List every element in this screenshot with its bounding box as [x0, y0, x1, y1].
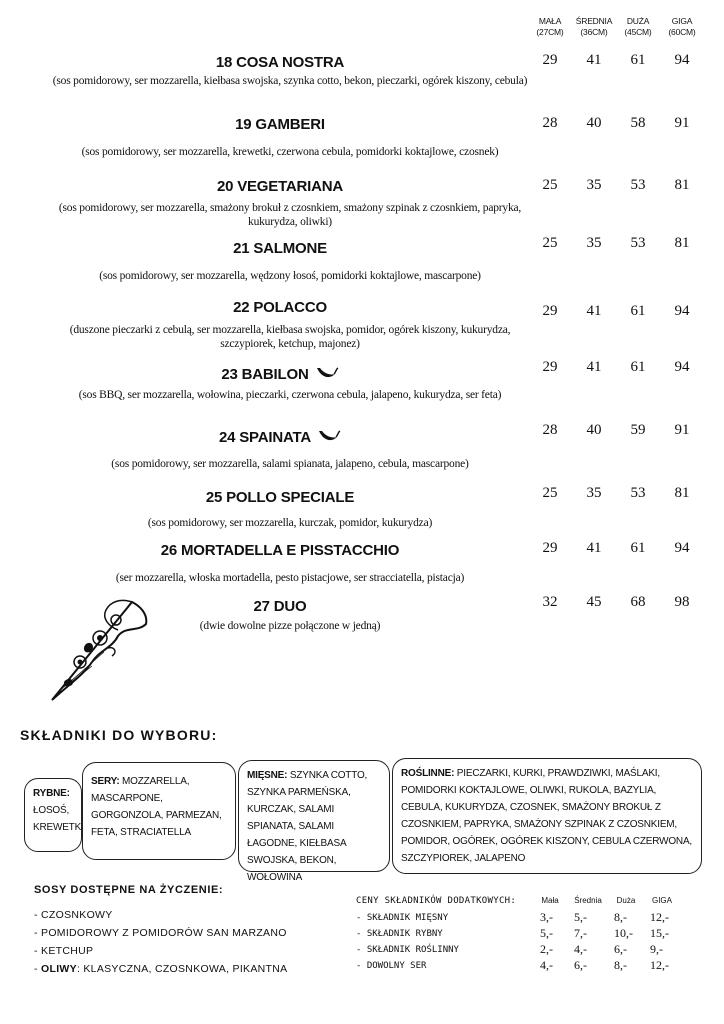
price-row-20: [528, 177, 704, 197]
price-giga: 94: [674, 540, 690, 556]
extra-item-name: - DOWOLNY SER: [356, 961, 427, 971]
price-small: 25: [542, 485, 558, 501]
oils-prefix: -: [34, 963, 42, 975]
size-col-large: [616, 16, 660, 38]
price-large: 53: [630, 485, 646, 501]
extra-price: 5,-: [540, 926, 553, 940]
price-small: 25: [542, 177, 558, 193]
box-text: SZYNKA COTTO, SZYNKA PARMEŃSKA, KURCZAK, SALAMI SPIANATA, SALAMI ŁAGODNE, KIEŁBASA SWOJSKA, BEKON, WOŁOWINA: [247, 770, 368, 883]
size-col-medium: [572, 16, 616, 38]
pizza-desc-24: (sos pomidorowy, ser mozzarella, salami spianata, jalapeno, cebula, mascarpone): [111, 458, 469, 470]
extra-price: 4,-: [574, 942, 587, 956]
price-row-27: [528, 594, 704, 614]
price-large: 53: [630, 177, 646, 193]
price-small: 28: [542, 422, 558, 438]
price-large: 59: [630, 422, 646, 438]
size-name: MAŁA: [538, 16, 562, 26]
pizza-title-24: [0, 428, 560, 448]
extra-price: 12,-: [650, 958, 669, 972]
price-large: 61: [630, 540, 646, 556]
price-row-24: [528, 422, 704, 442]
sauces-list: [34, 906, 287, 978]
box-text: ŁOSOŚ, KREWETKI: [33, 805, 84, 833]
pizza-desc-19: (sos pomidorowy, ser mozzarella, krewetki, czerwona cebula, pomidorki koktajlowe, czosnek): [81, 146, 499, 158]
size-diameter: (45CM): [624, 27, 652, 37]
price-large: 61: [630, 303, 646, 319]
pizza-desc-23: (sos BBQ, ser mozzarella, wołowina, pieczarki, czerwona cebula, jalapeno, kukurydza, ser feta): [78, 389, 502, 401]
price-giga: 94: [674, 359, 690, 375]
extra-price: 6,-: [614, 942, 627, 956]
size-name: GIGA: [671, 16, 693, 26]
price-small: 29: [542, 303, 558, 319]
price-small: 29: [542, 540, 558, 556]
pizza-title-25: 25 POLLO SPECIALE: [205, 489, 355, 506]
price-small: 28: [542, 115, 558, 131]
price-row-18: [528, 52, 704, 72]
extra-price: 2,-: [540, 942, 553, 956]
price-medium: 40: [586, 115, 602, 131]
price-medium: 35: [586, 177, 602, 193]
pizza-title-22: 22 POLACCO: [233, 299, 327, 316]
pizza-title-27: 27 DUO: [253, 598, 307, 615]
pizza-title-18: 18 COSA NOSTRA: [215, 54, 345, 71]
ingredients-box-cheese: [82, 762, 236, 860]
box-label: RYBNE:: [33, 788, 70, 799]
price-small: 32: [542, 594, 558, 610]
price-row-25: [528, 485, 704, 505]
sauce-item-oils: [34, 960, 287, 978]
price-medium: 41: [586, 359, 602, 375]
ingredients-box-meat: [238, 760, 390, 883]
pizza-title-21: 21 SALMONE: [233, 240, 327, 257]
box-label: ROŚLINNE:: [401, 768, 455, 779]
extra-price: 8,-: [614, 958, 627, 972]
extra-price: 3,-: [540, 910, 553, 924]
box-label: MIĘSNE:: [247, 770, 288, 781]
price-large: 61: [630, 52, 646, 68]
pizza-title-26: 26 MORTADELLA E PISSTACCHIO: [160, 542, 400, 559]
extra-price: 15,-: [650, 926, 669, 940]
oils-label: OLIWY: [41, 963, 77, 975]
extra-price: 12,-: [650, 910, 669, 924]
price-giga: 91: [674, 422, 690, 438]
price-small: 29: [542, 52, 558, 68]
sauces-title: SOSY DOSTĘPNE NA ŻYCZENIE:: [34, 884, 224, 896]
price-giga: 98: [674, 594, 690, 610]
pizza-title-text: 23 BABILON: [221, 366, 309, 383]
price-giga: 81: [674, 235, 690, 251]
sauce-item: - POMIDOROWY Z POMIDORÓW SAN MARZANO: [34, 927, 287, 939]
size-diameter: (60CM): [668, 27, 696, 37]
price-medium: 40: [586, 422, 602, 438]
pizza-title-23: [0, 365, 560, 385]
price-large: 61: [630, 359, 646, 375]
price-giga: 94: [674, 52, 690, 68]
pizza-desc-22: (duszone pieczarki z cebulą, ser mozzarella, kiełbasa swojska, pomidor, ogórek kiszony, kukurydza, szczypiorek, ketchup, majonez): [69, 324, 511, 350]
price-row-19: [528, 115, 704, 135]
size-col-giga: [660, 16, 704, 38]
price-row-22: [528, 303, 704, 323]
extras-head-giga: GIGA: [651, 896, 672, 905]
pizza-desc-26: (ser mozzarella, włoska mortadella, pesto pistacjowe, ser stracciatella, pistacja): [115, 572, 465, 584]
ingredients-title: SKŁADNIKI DO WYBORU:: [20, 727, 218, 743]
pizza-desc-27: (dwie dowolne pizze połączone w jedną): [199, 620, 381, 632]
size-diameter: (27CM): [536, 27, 564, 37]
price-giga: 81: [674, 485, 690, 501]
price-giga: 94: [674, 303, 690, 319]
size-diameter: (36CM): [580, 27, 608, 37]
chili-pepper-icon: [317, 428, 341, 448]
price-large: 53: [630, 235, 646, 251]
extra-price: 9,-: [650, 942, 663, 956]
price-medium: 45: [586, 594, 602, 610]
price-large: 58: [630, 115, 646, 131]
extras-head-large: Duża: [616, 896, 636, 905]
price-row-23: [528, 359, 704, 379]
pizza-title-text: 24 SPAINATA: [219, 429, 311, 446]
pizza-desc-25: (sos pomidorowy, ser mozzarella, kurczak, pomidor, kukurydza): [147, 517, 433, 529]
box-text: MOZZARELLA, MASCARPONE, GORGONZOLA, PARMEZAN, FETA, STRACIATELLA: [91, 776, 222, 838]
extras-head-medium: Średnia: [574, 896, 602, 905]
ingredients-box-fish: [24, 778, 82, 852]
pizza-title-19: 19 GAMBERI: [235, 116, 325, 133]
price-large: 68: [630, 594, 646, 610]
chili-pepper-icon: [315, 365, 339, 385]
price-giga: 91: [674, 115, 690, 131]
extras-title: CENY SKŁADNIKÓW DODATKOWYCH:: [356, 896, 517, 906]
price-medium: 41: [586, 52, 602, 68]
price-medium: 35: [586, 235, 602, 251]
price-small: 29: [542, 359, 558, 375]
size-col-small: [528, 16, 572, 38]
extra-price: 5,-: [574, 910, 587, 924]
extras-head-small: Mała: [541, 896, 559, 905]
price-small: 25: [542, 235, 558, 251]
extras-list: [356, 910, 459, 974]
extra-price: 6,-: [574, 958, 587, 972]
box-label: SERY:: [91, 776, 120, 787]
price-medium: 41: [586, 303, 602, 319]
extra-item-name: - SKŁADNIK MIĘSNY: [356, 913, 449, 923]
extra-price: 4,-: [540, 958, 553, 972]
sauce-item: - KETCHUP: [34, 945, 94, 957]
extra-price: 10,-: [614, 926, 633, 940]
box-text: PIECZARKI, KURKI, PRAWDZIWKI, MAŚLAKI, POMIDORKI KOKTAJLOWE, OLIWKI, RUKOLA, BAZYLIA, CEBULA, KUKURYDZA, CZOSNEK, SMAŻONY BROKUŁ Z CZOSNKIEM, PAPRYKA, SMAŻONY SZPINAK Z CZOSNKIEM, POMIDOR, OGÓREK, OGÓREK KISZONY, CEBULA CZERWONA, SZCZYPIOREK, JALAPENO: [401, 768, 692, 864]
extra-price: 7,-: [574, 926, 587, 940]
extra-price: 8,-: [614, 910, 627, 924]
pizza-slice-illustration: [22, 592, 152, 704]
ingredients-box-plant: [392, 758, 702, 874]
pizza-title-20: 20 VEGETARIANA: [216, 178, 344, 195]
price-row-26: [528, 540, 704, 560]
sauce-item: - CZOSNKOWY: [34, 909, 113, 921]
extra-item-name: - SKŁADNIK RYBNY: [356, 929, 443, 939]
price-medium: 35: [586, 485, 602, 501]
size-header: [528, 16, 704, 46]
extra-item-name: - SKŁADNIK ROŚLINNY: [356, 945, 459, 955]
size-name: ŚREDNIA: [575, 16, 613, 26]
price-giga: 81: [674, 177, 690, 193]
pizza-desc-21: (sos pomidorowy, ser mozzarella, wędzony łosoś, pomidorki koktajlowe, mascarpone): [99, 270, 481, 282]
price-medium: 41: [586, 540, 602, 556]
pizza-desc-20: (sos pomidorowy, ser mozzarella, smażony brokuł z czosnkiem, smażony szpinak z czosnkiem, papryka, kukurydza, oliwki): [58, 202, 522, 228]
size-name: DUŻA: [626, 16, 650, 26]
price-row-21: [528, 235, 704, 255]
pizza-desc-18: (sos pomidorowy, ser mozzarella, kiełbasa swojska, szynka cotto, bekon, pieczarki, ogórek kiszony, cebula): [52, 75, 528, 87]
oils-text: : KLASYCZNA, CZOSNKOWA, PIKANTNA: [76, 963, 288, 975]
